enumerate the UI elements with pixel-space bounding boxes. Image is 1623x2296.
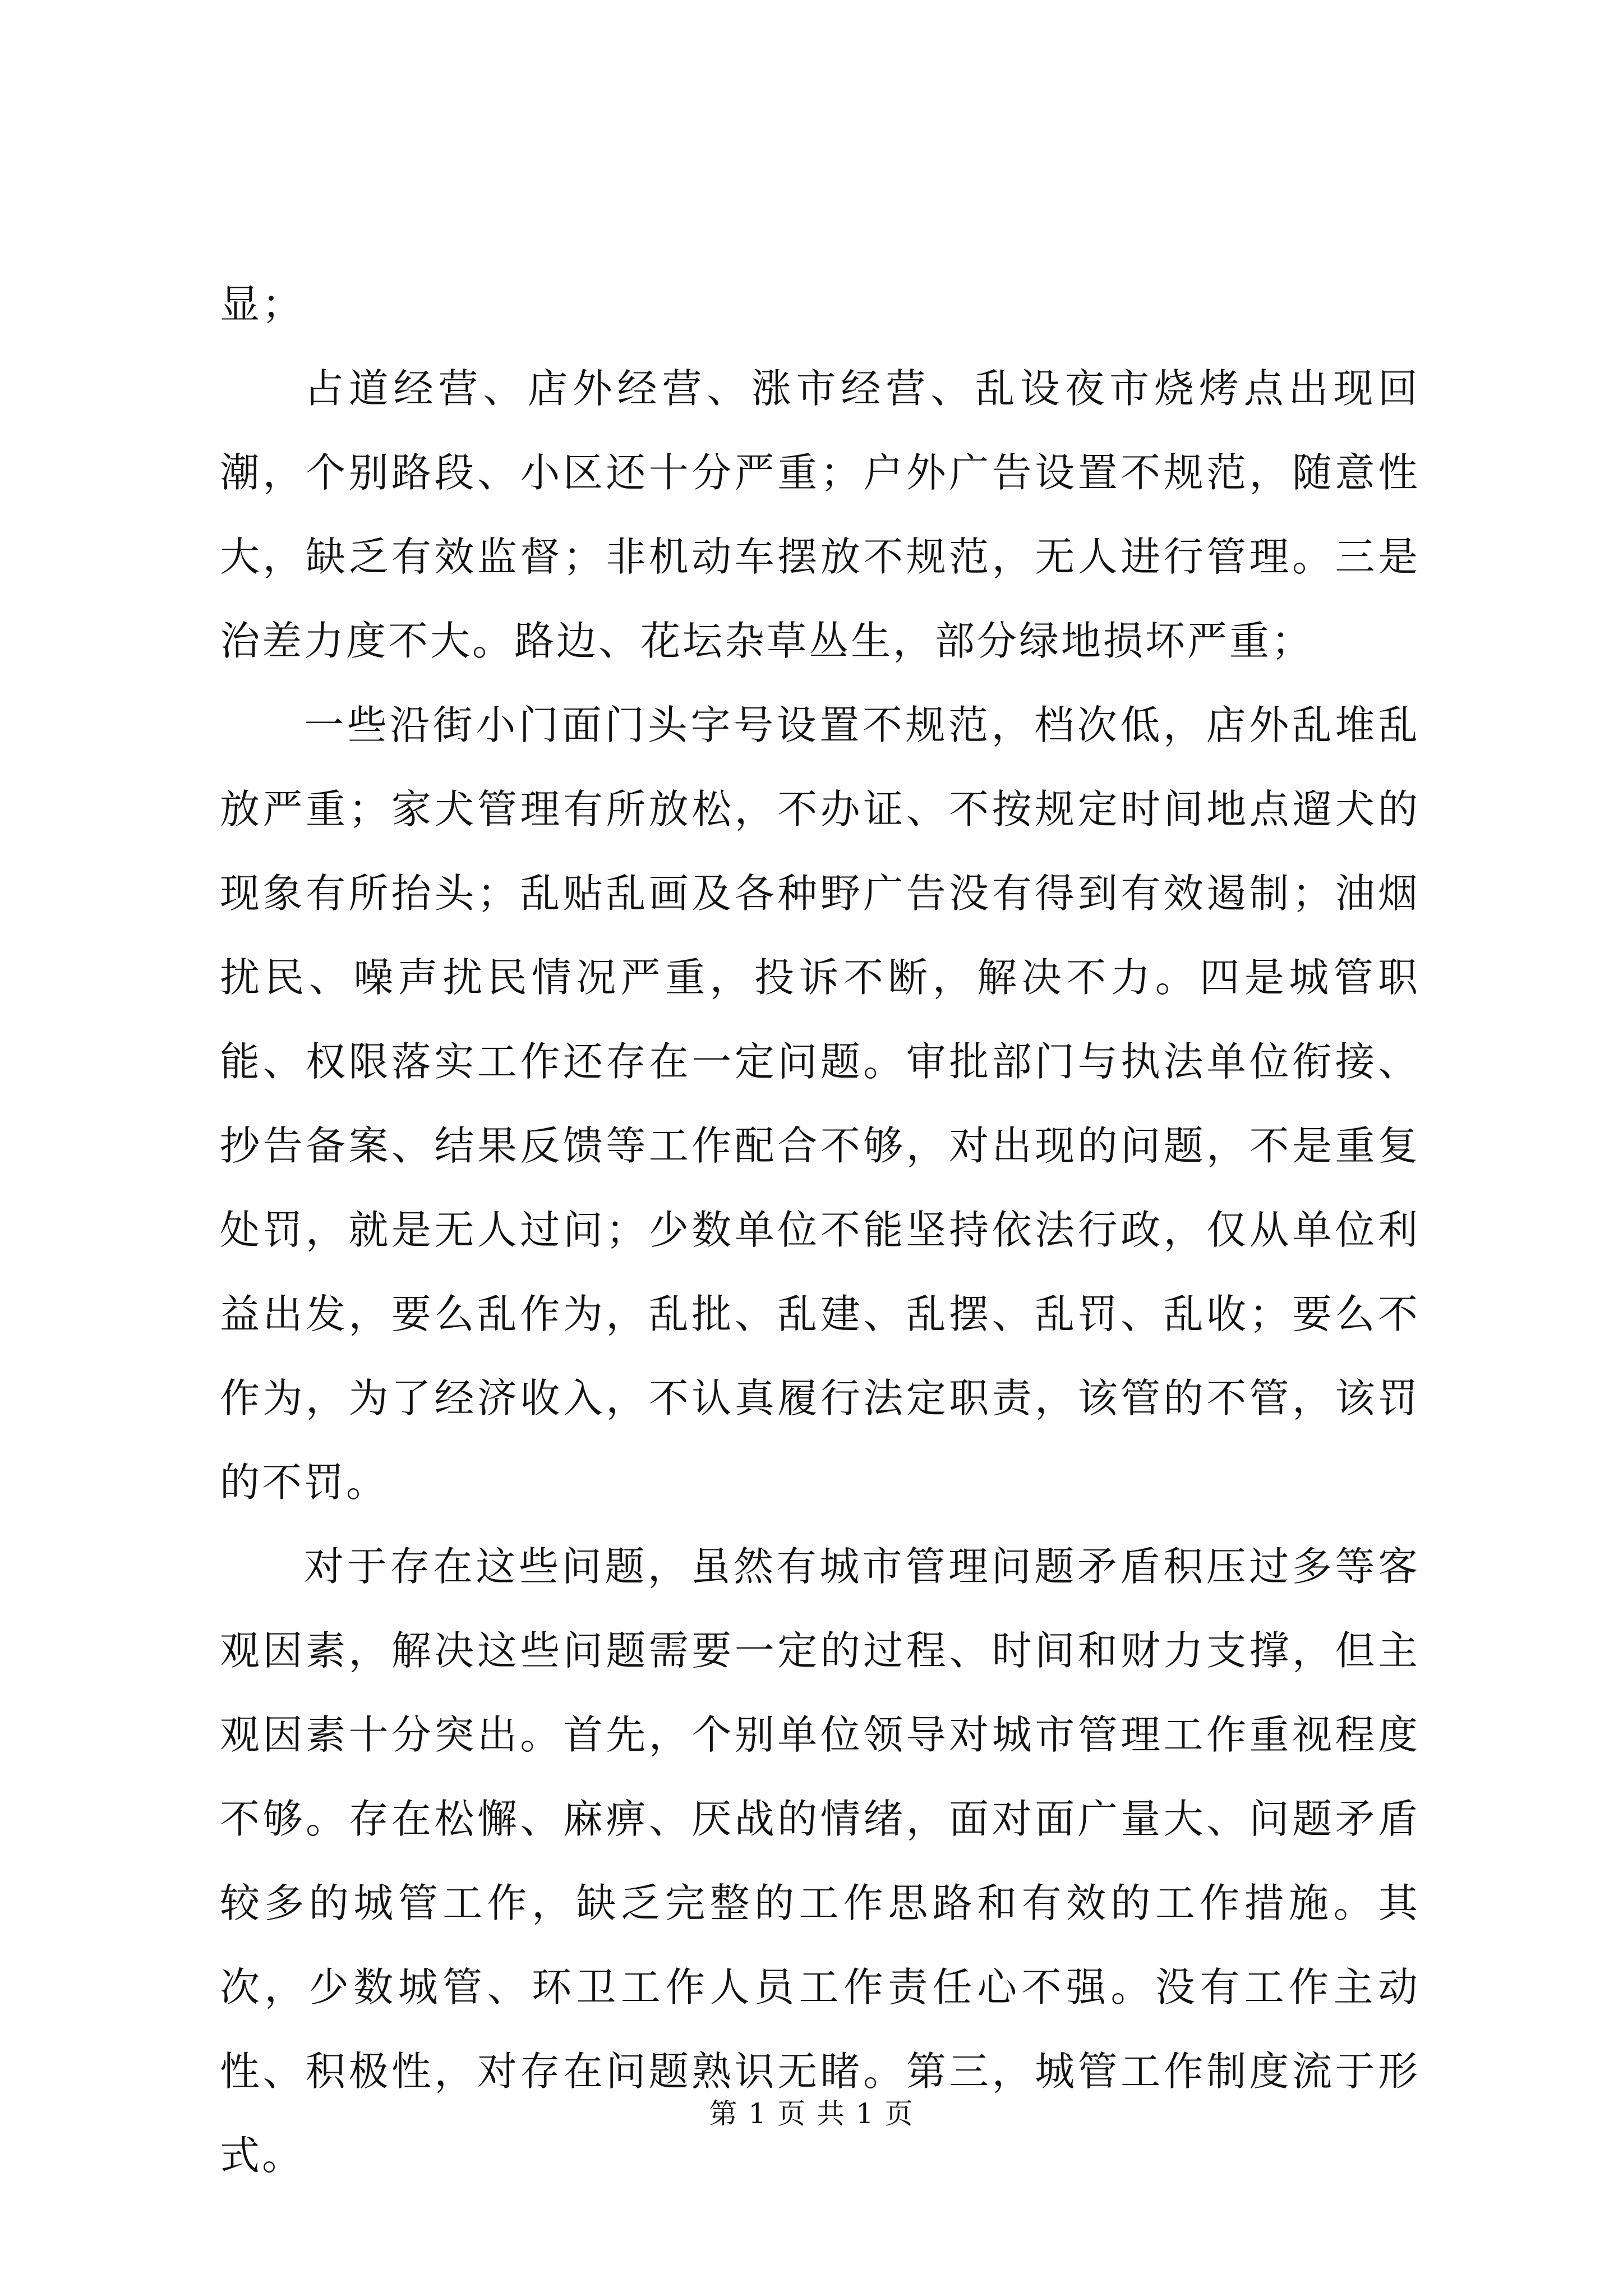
paragraph-2: 占道经营、店外经营、涨市经营、乱设夜市烧烤点出现回潮，个别路段、小区还十分严重；户外广告设置不规范，随意性大，缺乏有效监督；非机动车摆放不规范，无人进行管理。三是治差力度不大。路边、花坛杂草丛生，部分绿地损坏严重；	[220, 365, 1420, 664]
paragraph-3: 一些沿街小门面门头字号设置不规范，档次低，店外乱堆乱放严重；家犬管理有所放松，不办证、不按规定时间地点遛犬的现象有所抬头；乱贴乱画及各种野广告没有得到有效遏制；油烟扰民、噪声扰民情况严重，投诉不断，解决不力。四是城管职能、权限落实工作还存在一定问题。审批部门与执法单位衔接、抄告备案、结果反馈等工作配合不够，对出现的问题，不是重复处罚，就是无人过问；少数单位不能坚持依法行政，仅从单位利益出发，要么乱作为，乱批、乱建、乱摆、乱罚、乱收；要么不作为，为了经济收入，不认真履行法定职责，该管的不管，该罚的不罚。	[220, 702, 1420, 1506]
page-footer: 第 1 页 共 1 页	[709, 2097, 914, 2130]
body-text	[220, 263, 1420, 2198]
paragraph-4: 对于存在这些问题，虽然有城市管理问题矛盾积压过多等客观因素，解决这些问题需要一定的过程、时间和财力支撑，但主观因素十分突出。首先，个别单位领导对城市管理工作重视程度不够。存在松懈、麻痹、厌战的情绪，面对面广量大、问题矛盾较多的城管工作，缺乏完整的工作思路和有效的工作措施。其次，少数城管、环卫工作人员工作责任心不强。没有工作主动性、积极性，对存在问题熟识无睹。第三，城管工作制度流于形式。	[220, 1543, 1420, 2179]
paragraph-1: 显；	[220, 281, 305, 328]
